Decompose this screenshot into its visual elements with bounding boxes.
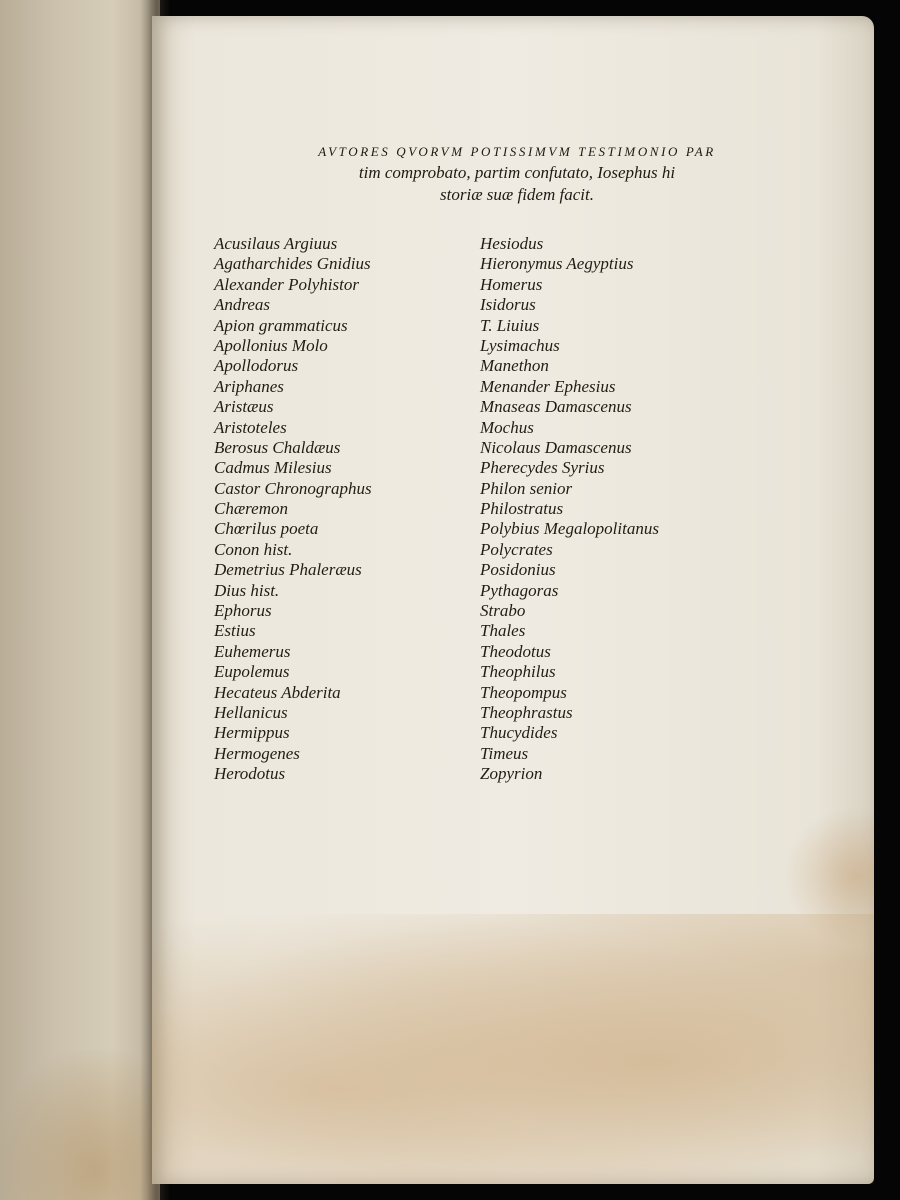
water-stain bbox=[784, 806, 874, 946]
author-name: Mnaseas Damascenus bbox=[480, 397, 632, 417]
author-name: Alexander Polyhistor bbox=[214, 274, 359, 294]
author-name: Pherecydes Syrius bbox=[480, 458, 605, 478]
page-heading bbox=[212, 144, 822, 206]
water-stain bbox=[152, 914, 874, 1184]
author-name: Agatharchides Gnidius bbox=[214, 254, 371, 274]
author-name: Strabo bbox=[480, 601, 526, 621]
right-page bbox=[152, 16, 874, 1184]
author-name: Timeus bbox=[480, 743, 529, 763]
author-name: Theophilus bbox=[480, 662, 556, 682]
author-name: Menander Ephesius bbox=[480, 376, 616, 396]
author-name: Chœrilus poeta bbox=[214, 519, 319, 539]
author-name: Eupolemus bbox=[214, 662, 290, 682]
author-name: Theophrastus bbox=[480, 702, 573, 722]
author-name: Aristoteles bbox=[214, 417, 287, 437]
authors-left-column bbox=[214, 234, 372, 785]
author-name: Acusilaus Argiuus bbox=[214, 234, 338, 253]
author-name: Estius bbox=[214, 621, 256, 641]
author-name: Hieronymus Aegyptius bbox=[480, 254, 634, 274]
author-name: Philon senior bbox=[480, 478, 573, 498]
author-name: Euhemerus bbox=[214, 641, 291, 661]
author-name: Dius hist. bbox=[214, 580, 280, 600]
authors-right-column bbox=[480, 234, 659, 785]
author-name: Apollodorus bbox=[214, 356, 299, 376]
author-name: Aristæus bbox=[214, 397, 274, 417]
author-name: Lysimachus bbox=[480, 335, 560, 355]
author-name: Polycrates bbox=[480, 539, 553, 559]
author-name: Chæremon bbox=[214, 499, 288, 519]
author-name: Cadmus Milesius bbox=[214, 458, 332, 478]
author-name: Ephorus bbox=[214, 601, 272, 621]
author-name: Nicolaus Damascenus bbox=[480, 437, 632, 457]
author-name: Conon hist. bbox=[214, 539, 293, 559]
author-name: Hermippus bbox=[214, 723, 290, 743]
author-name: Andreas bbox=[214, 295, 271, 315]
author-name: Isidorus bbox=[480, 295, 536, 315]
author-name: Berosus Chaldæus bbox=[214, 437, 341, 457]
author-name: Theopompus bbox=[480, 682, 567, 702]
author-name: Homerus bbox=[480, 274, 543, 294]
author-name: Hellanicus bbox=[214, 702, 288, 722]
author-name: Apollonius Molo bbox=[214, 335, 328, 355]
water-stain bbox=[0, 1050, 160, 1200]
heading-line: tim comprobato, partim confutato, Iosephus hi bbox=[358, 163, 676, 182]
author-name: Zopyrion bbox=[480, 764, 543, 784]
author-name: Hecateus Abderita bbox=[214, 682, 341, 702]
heading-line: storiæ suæ fidem facit. bbox=[440, 185, 594, 204]
author-name: Theodotus bbox=[480, 641, 551, 661]
author-name: Castor Chronographus bbox=[214, 478, 372, 498]
author-name: Ariphanes bbox=[214, 376, 284, 396]
author-name: Herodotus bbox=[214, 764, 286, 784]
author-name: Pythagoras bbox=[480, 580, 559, 600]
left-page bbox=[0, 0, 160, 1200]
author-name: Thucydides bbox=[480, 723, 558, 743]
author-name: Manethon bbox=[480, 356, 549, 376]
author-name: Polybius Megalopolitanus bbox=[480, 519, 659, 539]
author-name: Thales bbox=[480, 621, 526, 641]
author-name: Demetrius Phaleræus bbox=[214, 560, 362, 580]
author-name: Hesiodus bbox=[480, 234, 544, 253]
author-name: Mochus bbox=[480, 417, 534, 437]
author-name: Apion grammaticus bbox=[214, 315, 348, 335]
author-name: T. Liuius bbox=[480, 315, 540, 335]
author-name: Philostratus bbox=[480, 499, 564, 519]
heading-line: AVTORES QVORVM POTISSIMVM TESTIMONIO PAR bbox=[318, 144, 716, 159]
author-name: Hermogenes bbox=[214, 743, 300, 763]
author-name: Posidonius bbox=[480, 560, 556, 580]
